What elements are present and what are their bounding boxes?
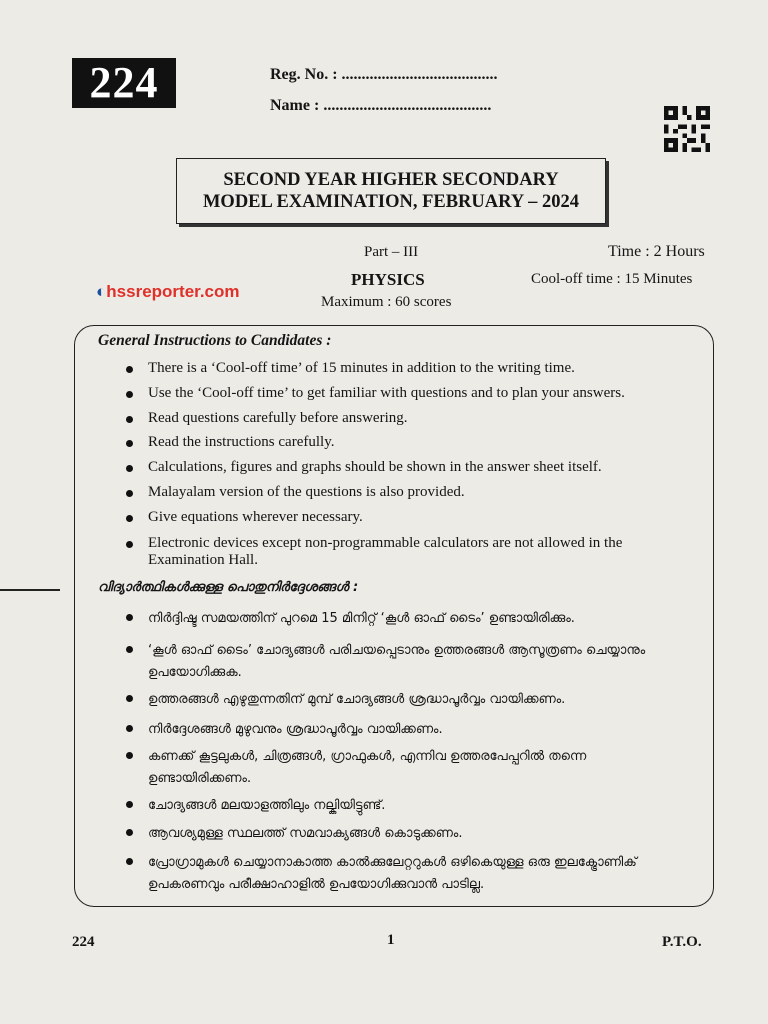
bullet (126, 801, 133, 808)
pto-label: P.T.O. (662, 934, 702, 950)
footer-paper-code: 224 (72, 934, 95, 950)
reg-no-field: Reg. No. : ....................................... (270, 66, 498, 83)
bullet (126, 725, 133, 732)
bullet (126, 515, 133, 522)
list-item: Read questions carefully before answering. (148, 410, 688, 427)
exam-title-box (176, 158, 606, 224)
list-item: കണക്ക് കൂട്ടലുകൾ, ചിത്രങ്ങൾ, ഗ്രാഫുകൾ, എന്നിവ ഉത്തരപേപ്പറിൽ തന്നെ ഉണ്ടായിരിക്കണം. (148, 746, 678, 790)
bullet (126, 829, 133, 836)
list-item: There is a ‘Cool-off time’ of 15 minutes in addition to the writing time. (148, 360, 688, 377)
watermark-logo (96, 282, 240, 302)
bullet (126, 391, 133, 398)
list-item: Electronic devices except non-programmable calculators are not allowed in the Examination Hall. (148, 535, 678, 569)
paper-code-badge: 224 (72, 58, 176, 108)
name-field: Name : .......................................... (270, 97, 492, 114)
list-item: Use the ‘Cool-off time’ to get familiar with questions and to plan your answers. (148, 385, 688, 402)
bullet (126, 858, 133, 865)
qr-code-icon (664, 106, 710, 152)
list-item: ആവശ്യമുള്ള സ്ഥലത്ത് സമവാക്യങ്ങൾ കൊടുക്കണം. (148, 823, 678, 845)
exam-part: Part – III (364, 244, 419, 260)
list-item: Read the instructions carefully. (148, 434, 688, 451)
list-item: Malayalam version of the questions is also provided. (148, 484, 688, 501)
bullet (126, 440, 133, 447)
list-item: നിർദ്ദേശങ്ങൾ മുഴുവനും ശ്രദ്ധാപൂർവ്വം വായിക്കണം. (148, 719, 678, 741)
page-number: 1 (387, 932, 395, 948)
bullet (126, 490, 133, 497)
exam-subject: PHYSICS (351, 270, 425, 289)
instructions-heading: General Instructions to Candidates : (98, 332, 332, 349)
exam-title-line2: MODEL EXAMINATION, FEBRUARY – 2024 (202, 192, 580, 212)
exam-time: Time : 2 Hours (608, 243, 705, 260)
list-item: പ്രോഗ്രാമുകൾ ചെയ്യാനാകാത്ത കാൽക്കുലേറ്ററുകൾ ഒഴികെയുള്ള ഒരു ഇലക്ട്രോണിക് ഉപകരണവും പരീക്ഷാഹാളിൽ ഉപയോഗിക്കുവാൻ പാടില്ല. (148, 852, 678, 896)
malayalam-instructions-heading: വിദ്യാർത്ഥികൾക്കുള്ള പൊതുനിർദ്ദേശങ്ങൾ : (98, 580, 359, 595)
bullet (126, 695, 133, 702)
bullet (126, 366, 133, 373)
watermark-logo-icon: ◐ (96, 282, 107, 301)
watermark-text: hssreporter.com (106, 282, 240, 301)
margin-line (0, 589, 60, 591)
exam-title-line1: SECOND YEAR HIGHER SECONDARY (223, 170, 559, 190)
bullet (126, 416, 133, 423)
bullet (126, 752, 133, 759)
list-item: ചോദ്യങ്ങൾ മലയാളത്തിലും നല്കിയിട്ടുണ്ട്. (148, 795, 678, 817)
list-item: Give equations wherever necessary. (148, 509, 688, 526)
list-item: നിർദ്ദിഷ്ട സമയത്തിന് പുറമെ 15 മിനിറ്റ് ‘കൂൾ ഓഫ് ടൈം’ ഉണ്ടായിരിക്കും. (148, 608, 678, 630)
bullet (126, 465, 133, 472)
bullet (126, 541, 133, 548)
list-item: ‘കൂൾ ഓഫ് ടൈം’ ചോദ്യങ്ങൾ പരിചയപ്പെടാനും ഉത്തരങ്ങൾ ആസൂത്രണം ചെയ്യാനും ഉപയോഗിക്കുക. (148, 640, 678, 684)
cool-off-time: Cool-off time : 15 Minutes (531, 271, 693, 287)
bullet (126, 646, 133, 653)
maximum-score: Maximum : 60 scores (321, 294, 452, 310)
bullet (126, 614, 133, 621)
list-item: Calculations, figures and graphs should be shown in the answer sheet itself. (148, 459, 688, 476)
list-item: ഉത്തരങ്ങൾ എഴുതുന്നതിന് മുമ്പ് ചോദ്യങ്ങൾ ശ്രദ്ധാപൂർവ്വം വായിക്കണം. (148, 689, 678, 711)
